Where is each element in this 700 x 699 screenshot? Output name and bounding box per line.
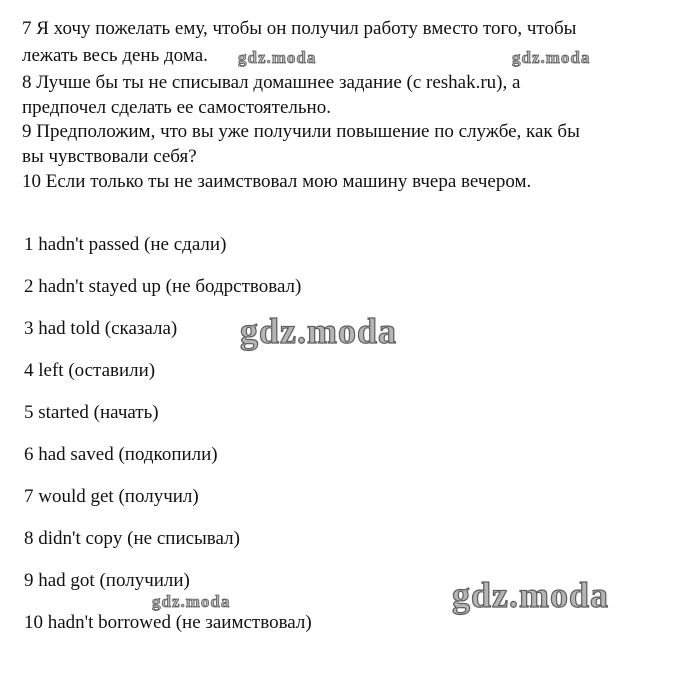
answer-item: 1 hadn't passed (не сдали) [24, 234, 227, 255]
answer-item: 3 had told (сказала) [24, 318, 178, 339]
answer-item: 10 hadn't borrowed (не заимствовал) [24, 612, 312, 633]
translation-line: лежать весь день дома. [22, 45, 208, 66]
watermark: gdz.moda [240, 311, 398, 351]
translation-line: 10 Если только ты не заимствовал мою машину вчера вечером. [22, 171, 532, 192]
translation-line: 7 Я хочу пожелать ему, чтобы он получил работу вместо того, чтобы [22, 18, 577, 39]
answer-item: 2 hadn't stayed up (не бодрствовал) [24, 276, 302, 297]
answer-item: 5 started (начать) [24, 402, 159, 423]
translation-line: вы чувствовали себя? [22, 146, 197, 167]
watermark: gdz.moda [238, 48, 317, 67]
watermark: gdz.moda [452, 575, 610, 615]
answer-item: 7 would get (получил) [24, 486, 199, 507]
translation-line: 9 Предположим, что вы уже получили повышение по службе, как бы [22, 121, 580, 142]
answer-item: 8 didn't copy (не списывал) [24, 528, 240, 549]
watermark: gdz.moda [152, 592, 231, 611]
answer-item: 4 left (оставили) [24, 360, 156, 381]
watermark: gdz.moda [512, 48, 591, 67]
answer-item: 6 had saved (подкопили) [24, 444, 218, 465]
translation-line: предпочел сделать ее самостоятельно. [22, 97, 331, 118]
translation-line: 8 Лучше бы ты не списывал домашнее задание (с reshak.ru), а [22, 72, 521, 93]
answer-item: 9 had got (получили) [24, 570, 190, 591]
